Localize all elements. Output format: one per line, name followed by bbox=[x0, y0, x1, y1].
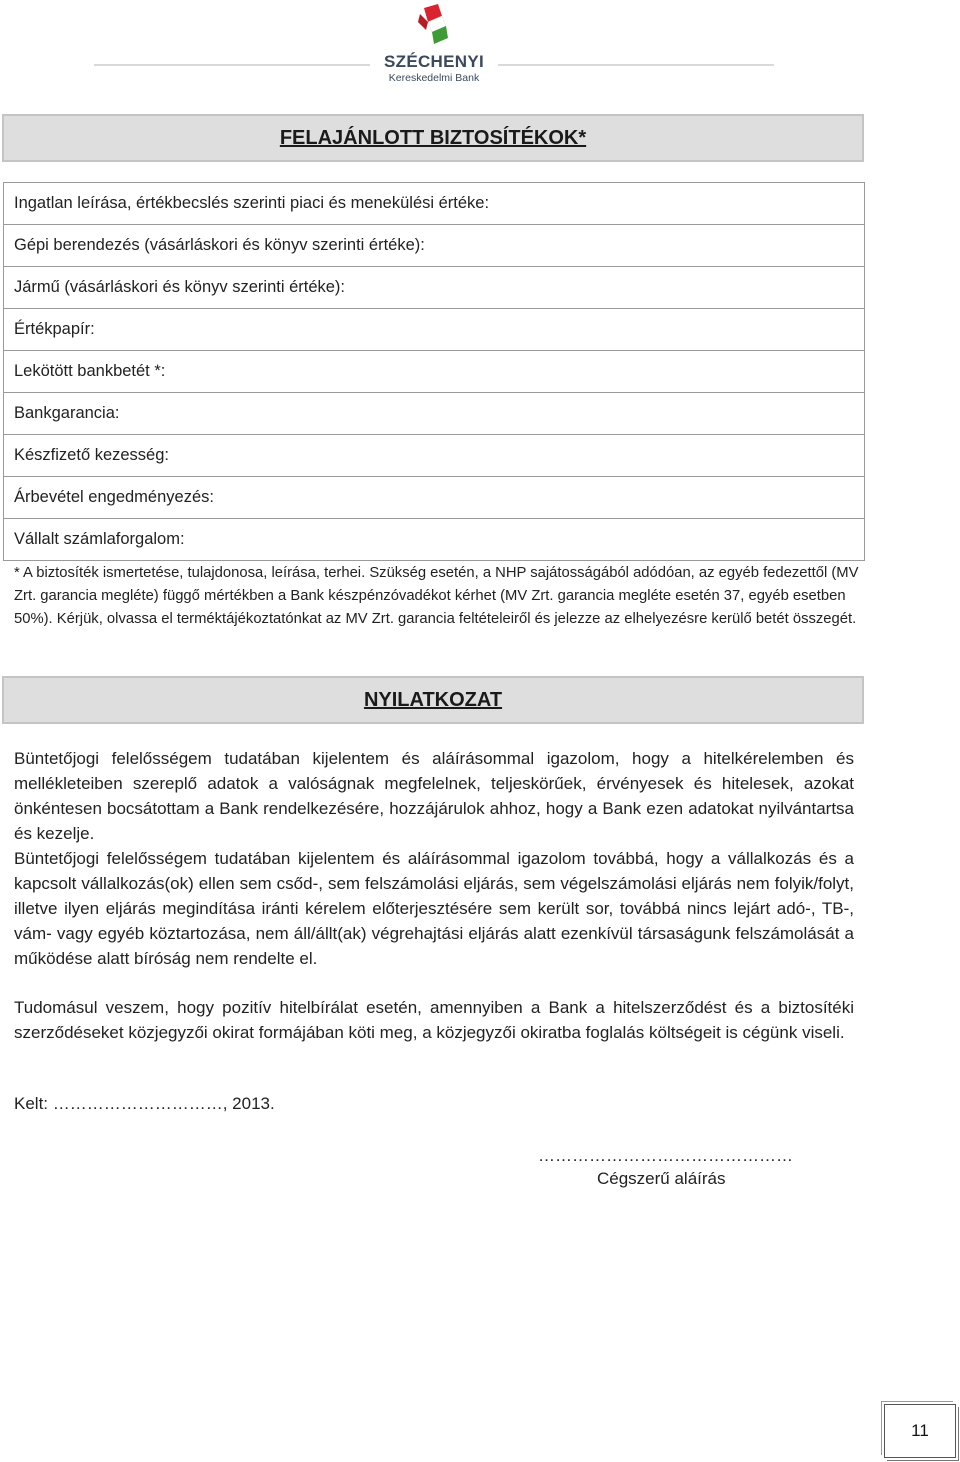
collateral-field[interactable]: Értékpapír: bbox=[4, 309, 865, 351]
collateral-field[interactable]: Jármű (vásárláskori és könyv szerinti értéke): bbox=[4, 267, 865, 309]
collateral-field[interactable]: Készfizető kezesség: bbox=[4, 435, 865, 477]
page-header bbox=[0, 0, 960, 92]
declaration-paragraph-3: Tudomásul veszem, hogy pozitív hitelbírálat esetén, amennyiben a Bank a hitelszerződést és a biztosítéki szerződéseket közjegyzői okirat formájában köti meg, a közjegyzői okiratba foglalás költségeit is cégünk viseli. bbox=[14, 998, 854, 1042]
header-rule-right bbox=[498, 64, 774, 66]
collateral-field[interactable]: Bankgarancia: bbox=[4, 393, 865, 435]
collateral-field[interactable]: Lekötött bankbetét *: bbox=[4, 351, 865, 393]
logo-subtitle: Kereskedelmi Bank bbox=[388, 72, 480, 84]
collateral-field[interactable]: Ingatlan leírása, értékbecslés szerinti piaci és menekülési értéke: bbox=[4, 183, 865, 225]
header-rule-left bbox=[94, 64, 370, 66]
section-title: NYILATKOZAT bbox=[363, 688, 503, 711]
section-title-box-nyilatkozat bbox=[2, 676, 864, 724]
table-row bbox=[4, 225, 865, 267]
table-row bbox=[4, 309, 865, 351]
bank-logo-mark-icon bbox=[418, 4, 450, 46]
bank-logo bbox=[384, 4, 484, 86]
section-title: FELAJÁNLOTT BIZTOSÍTÉKOK* bbox=[279, 126, 587, 149]
collateral-field[interactable]: Vállalt számlaforgalom: bbox=[4, 519, 865, 561]
signature-line[interactable]: ……………………………………… bbox=[538, 1146, 793, 1165]
table-row bbox=[4, 435, 865, 477]
table-row bbox=[4, 267, 865, 309]
collateral-table bbox=[3, 182, 865, 561]
table-row bbox=[4, 183, 865, 225]
table-row bbox=[4, 393, 865, 435]
collateral-field[interactable]: Árbevétel engedményezés: bbox=[4, 477, 865, 519]
table-row bbox=[4, 477, 865, 519]
table-row bbox=[4, 351, 865, 393]
logo-name: SZÉCHENYI bbox=[384, 52, 484, 71]
collateral-field[interactable]: Gépi berendezés (vásárláskori és könyv szerinti értéke): bbox=[4, 225, 865, 267]
section-title-box-biztositekok bbox=[2, 114, 864, 162]
collateral-footnote: * A biztosíték ismertetése, tulajdonosa, leírása, terhei. Szükség esetén, a NHP sajátosságából adódóan, az egyéb fedezettől (MV Zrt. garancia megléte) függő mértékben a Bank készpénzóvadékot kérhet (MV Zrt. garancia megléte esetén 37, egyéb esetben 50%). Kérjük, olvassa el terméktájékoztatónkat az MV Zrt. garancia feltételeiről és jelezze az elhelyezésre kerülő betét összegét. bbox=[14, 565, 859, 627]
date-field[interactable]: Kelt: …………………………, 2013. bbox=[14, 1094, 275, 1113]
table-row bbox=[4, 519, 865, 561]
declaration-paragraph-1: Büntetőjogi felelősségem tudatában kijelentem és aláírásommal igazolom, hogy a hitelkérelemben és mellékleteiben szereplő adatok a valóságnak megfelelnek, teljeskörűek, érvényesek és hitelesek, azokat önkéntesen bocsátottam a Bank rendelkezésére, hozzájárulok ahhoz, hogy a Bank ezen adatokat nyilvántartsa és kezelje. bbox=[14, 749, 854, 843]
signature-label: Cégszerű aláírás bbox=[597, 1169, 726, 1188]
page-number: 11 bbox=[884, 1404, 956, 1458]
declaration-paragraph-2: Büntetőjogi felelősségem tudatában kijelentem és aláírásommal igazolom továbbá, hogy a vállalkozás és a kapcsolt vállalkozás(ok) ellen sem csőd-, sem felszámolási eljárás, sem végelszámolási eljárás nem folyik/folyt, illetve ilyen eljárás megindítása iránti kérelem előterjesztésére sem került sor, továbbá nincs lejárt adó-, TB-, vám- vagy egyéb köztartozása, nem áll/állt(ak) végrehajtási eljárás alatt ezenkívül társaságunk felszámolását a működése alatt bíróság nem rendelte el. bbox=[14, 849, 854, 968]
